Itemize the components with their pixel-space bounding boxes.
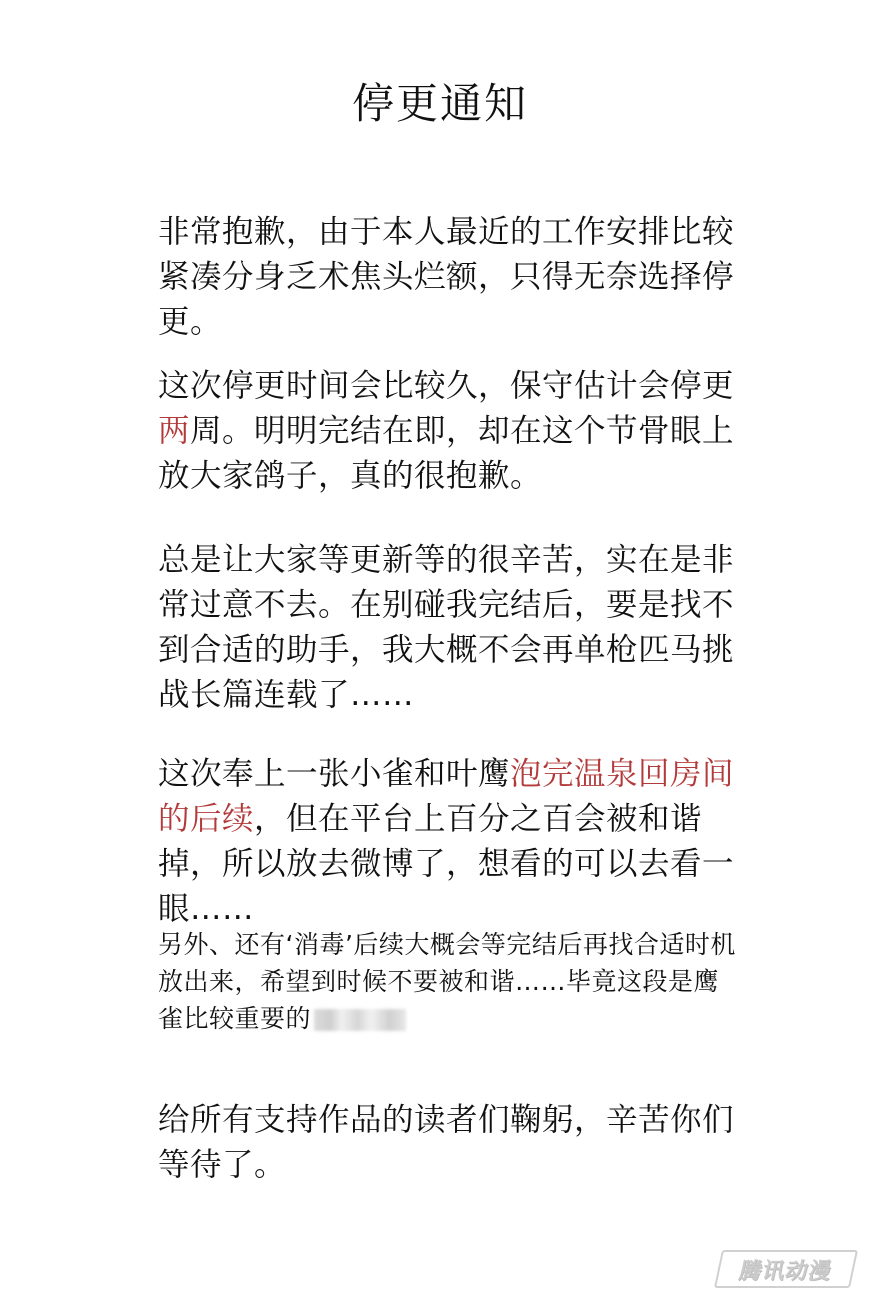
highlight-bonus-content: 泡完温泉回房间的后续 bbox=[158, 756, 735, 837]
paragraph-thanks: 给所有支持作品的读者们鞠躬，辛苦你们等待了。 bbox=[158, 1102, 735, 1183]
paragraph-note-text: 另外、还有‘消毒’后续大概会等完结后再找合适时机放出来，希望到时候不要被和谐……毕竟这段是鹰雀比较重要的 bbox=[158, 930, 736, 1033]
watermark-logo: 腾讯动漫 bbox=[714, 1250, 858, 1288]
highlight-two: 两 bbox=[158, 413, 191, 449]
paragraph-note bbox=[158, 926, 738, 1037]
paragraph-bonus bbox=[158, 752, 738, 932]
paragraph-bonus-text-b: ，但在平台上百分之百会被和谐掉，所以放去微博了，想看的可以去看一眼…… bbox=[158, 801, 735, 927]
paragraph-hiatus-text-a: 这次停更时间会比较久，保守估计会停更 bbox=[158, 368, 735, 404]
blurred-text bbox=[314, 1009, 406, 1031]
page-title: 停更通知 bbox=[351, 79, 528, 128]
paragraph-apology: 非常抱歉，由于本人最近的工作安排比较紧凑分身乏术焦头烂额，只得无奈选择停更。 bbox=[158, 214, 735, 340]
paragraph-hiatus-duration bbox=[158, 364, 738, 499]
paragraph-bonus-text-a: 这次奉上一张小雀和叶鹰 bbox=[158, 756, 511, 792]
paragraph-feelings: 总是让大家等更新等的很辛苦，实在是非常过意不去。在别碰我完结后，要是找不到合适的助手，我大概不会再单枪匹马挑战长篇连载了…… bbox=[158, 542, 735, 713]
paragraph-hiatus-text-b: 周。明明完结在即，却在这个节骨眼上放大家鸽子，真的很抱歉。 bbox=[158, 413, 735, 494]
